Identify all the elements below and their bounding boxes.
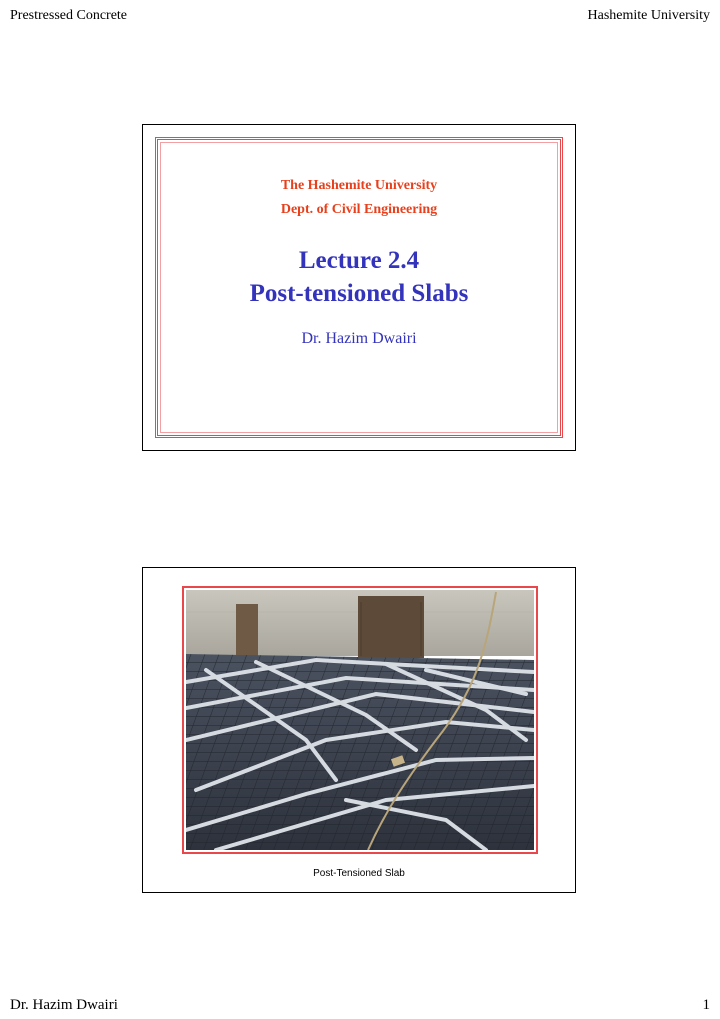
page-number: 1 [702,997,710,1013]
lecture-topic: Post-tensioned Slabs [249,280,469,307]
photo-slide [142,567,576,893]
lecture-number: Lecture 2.4 [298,247,420,274]
department-name: Dept. of Civil Engineering [280,202,438,217]
institution-block [158,174,560,222]
header-course-title: Prestressed Concrete [10,8,128,23]
title-slide [142,124,576,451]
lecture-title-block [158,244,560,310]
slide-author: Dr. Hazim Dwairi [301,330,417,347]
university-name: The Hashemite University [280,178,438,193]
photo-border [182,586,538,854]
slide-border [155,137,563,438]
photo-caption: Post-Tensioned Slab [313,868,405,879]
post-tensioned-slab-photo [186,590,534,850]
footer-author: Dr. Hazim Dwairi [10,997,118,1013]
header-university: Hashemite University [587,8,710,23]
